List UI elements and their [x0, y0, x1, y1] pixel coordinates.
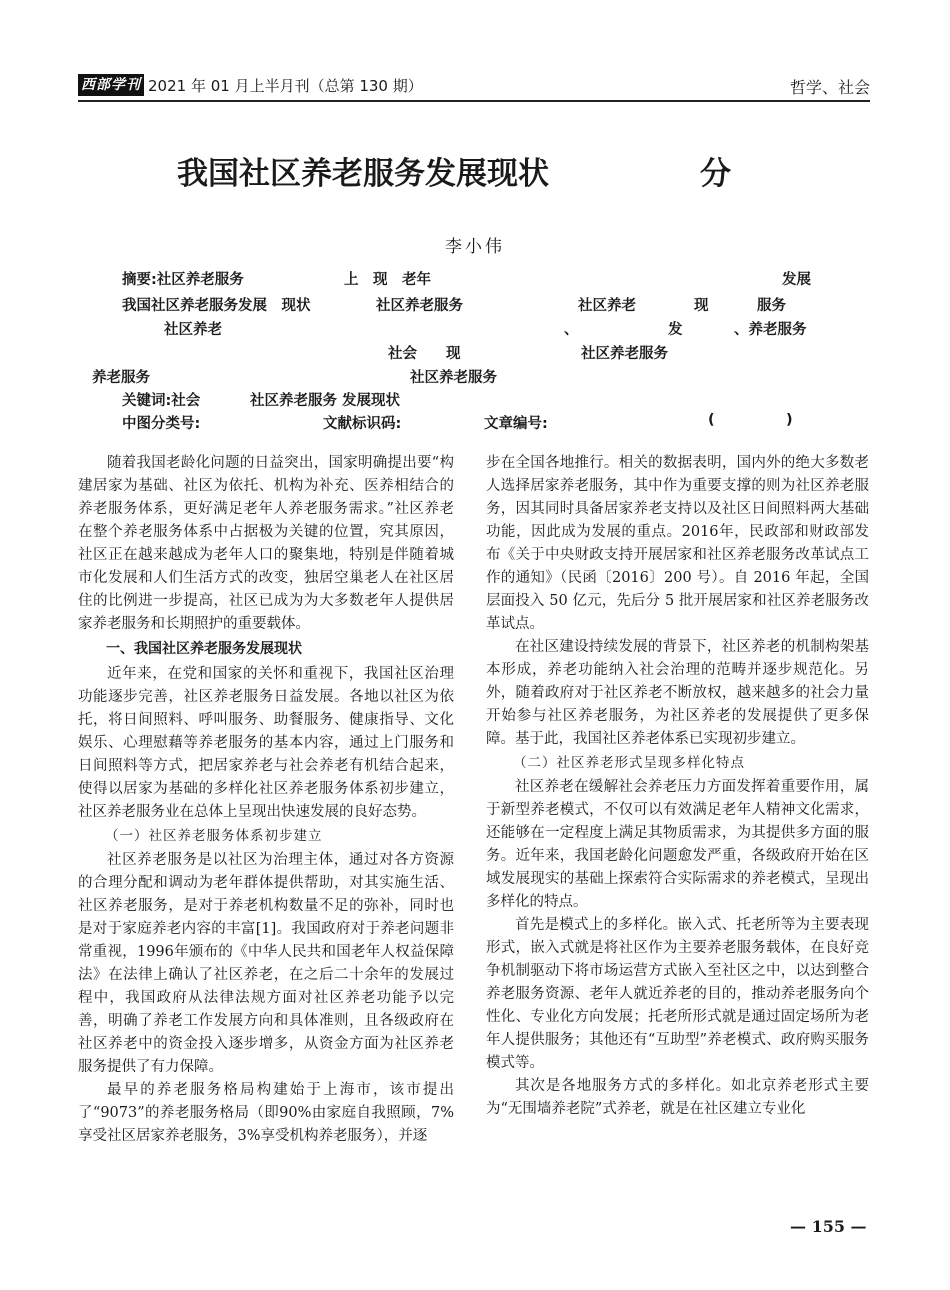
title-part-1: 我国社区养老服务发展现状: [177, 156, 549, 192]
paragraph: 步在全国各地推行。相关的数据表明，国内外的绝大多数老人选择居家养老服务，其中作为重要支撑的则为社区养老服务，因其同时具备居家养老支持以及社区日间照料两大基础功能，因此成为发展的重点。2016年，民政部和财政部发布《关于中央财政支持开展居家和社区养老服务改革试点工作的通知》（民函〔2016〕200 号）。自 2016 年起，全国层面投入 50 亿元，先后分 5 批开展居家和社区养老服务改革试点。: [486, 455, 869, 632]
body-column-left: [78, 452, 454, 1148]
paragraph: 社区养老服务是以社区为治理主体，通过对各方资源的合理分配和调动为老年群体提供帮助，对其实施生活、社区养老服务，是对于养老机构数量不足的弥补，同时也是对于家庭养老内容的丰富[1]。我国政府对于养老问题非常重视，1996年颁布的《中华人民共和国老年人权益保障法》在法律上确认了社区养老，在之后二十余年的发展过程中，我国政府从法律法规方面对社区养老功能予以完善，明确了养老工作发展方向和具体准则，且各级政府在社区养老中的资金投入逐步增多，从资金方面为社区养老服务提供了有力保障。: [78, 852, 454, 1075]
paren-open: (: [708, 412, 715, 428]
paragraph: 社区养老在缓解社会养老压力方面发挥着重要作用，属于新型养老模式，不仅可以有效满足老年人精神文化需求，还能够在一定程度上满足其物质需求，为其提供多方面的服务。近年来，我国老龄化问题愈发严重，各级政府开始在区域发展现实的基础上探索符合实际需求的养老模式，呈现出多样化的特点。: [486, 779, 869, 910]
body-column-right: [486, 452, 869, 1121]
subsection-heading: （二）社区养老形式呈现多样化特点: [513, 755, 745, 771]
issue-info: 2021 年 01 月上半月刊（总第 130 期）: [148, 77, 423, 95]
page-number: — 155 —: [790, 1217, 867, 1236]
abstract-fragment: 服务: [757, 298, 786, 314]
keywords-label: 关键词:社会: [122, 393, 201, 409]
paren-close: ): [786, 412, 793, 428]
paragraph: 首先是模式上的多样化。嵌入式、托老所等为主要表现形式，嵌入式就是将社区作为主要养老服务载体，在良好竞争机制驱动下将市场运营方式嵌入至社区之中，以达到整合养老服务资源、老年人就近养老的目的，推动养老服务向个性化、专业化方向发展；托老所形式就是通过固定场所为老年人提供服务；其他还有“互助型”养老模式、政府购买服务模式等。: [486, 917, 869, 1071]
abstract-fragment: 养老服务: [92, 370, 150, 386]
abstract-fragment: 社区养老: [164, 322, 222, 338]
header-rule: [78, 100, 870, 102]
clc-label: 中图分类号:: [122, 416, 201, 432]
abstract-fragment: 、养老服务: [734, 322, 807, 338]
section-label: 哲学、社会: [789, 78, 870, 97]
abstract-fragment: 社区养老服务: [410, 370, 497, 386]
paragraph: 近年来，在党和国家的关怀和重视下，我国社区治理功能逐步完善，社区养老服务日益发展。各地以社区为依托，将日间照料、呼叫服务、助餐服务、健康指导、文化娱乐、心理慰藉等养老服务的基本内容，通过上门服务和日间照料等方式，把居家养老与社会养老有机结合起来，使得以居家为基础的多样化社区养老服务体系初步建立，社区养老服务业在总体上呈现出快速发展的良好态势。: [78, 666, 454, 820]
paragraph: 最早的养老服务格局构建始于上海市，该市提出了“9073”的养老服务格局（即90%由家庭自我照顾，7%享受社区居家养老服务，3%享受机构养老服务），并逐: [78, 1082, 454, 1144]
page-header: [78, 72, 870, 98]
journal-logo: 西部学刊: [78, 74, 144, 96]
author-name: 李小伟: [445, 237, 505, 257]
abstract-fragment: 我国社区养老服务发展 现状: [122, 298, 311, 314]
article-title: [0, 148, 950, 198]
abstract-fragment: 社会 现: [388, 346, 461, 362]
paragraph: 其次是各地服务方式的多样化。如北京养老形式主要为“无围墙养老院”式养老，就是在社区建立专业化: [486, 1078, 869, 1117]
section-heading: 一、我国社区养老服务发展现状: [106, 641, 302, 657]
paragraph: 随着我国老龄化问题的日益突出，国家明确提出要“构建居家为基础、社区为依托、机构为补充、医养相结合的养老服务体系，更好满足老年人养老服务需求。”社区养老在整个养老服务体系中占据极为关键的位置，究其原因，社区正在越来越成为老年人口的聚集地，特别是伴随着城市化发展和人们生活方式的改变，独居空巢老人在社区居住的比例进一步提高，社区已成为为大多数老年人提供居家养老服务和长期照护的重要载体。: [78, 455, 454, 632]
abstract-fragment: 发: [668, 322, 683, 338]
abstract-fragment: 发展: [782, 272, 811, 288]
abstract-fragment: 社区养老服务: [376, 298, 463, 314]
keywords-list: 社区养老服务 发展现状: [250, 393, 401, 409]
abstract-fragment: 上 现 老年: [344, 272, 431, 288]
abstract-fragment: 、: [564, 322, 579, 338]
article-no-label: 文章编号:: [484, 416, 548, 432]
doc-code-label: 文献标识码:: [323, 416, 402, 432]
subsection-heading: （一）社区养老服务体系初步建立: [105, 828, 323, 844]
abstract-label: 摘要:社区养老服务: [122, 272, 244, 288]
title-part-2: 分: [700, 156, 731, 192]
paragraph: 在社区建设持续发展的背景下，社区养老的机制构架基本形成，养老功能纳入社会治理的范畴并逐步规范化。另外，随着政府对于社区养老不断放权，越来越多的社会力量开始参与社区养老服务，为社区养老的发展提供了更多保障。基于此，我国社区养老体系已实现初步建立。: [486, 639, 869, 747]
abstract-fragment: 社区养老服务: [581, 346, 668, 362]
abstract-fragment: 社区养老: [578, 298, 636, 314]
abstract-fragment: 现: [694, 298, 709, 314]
